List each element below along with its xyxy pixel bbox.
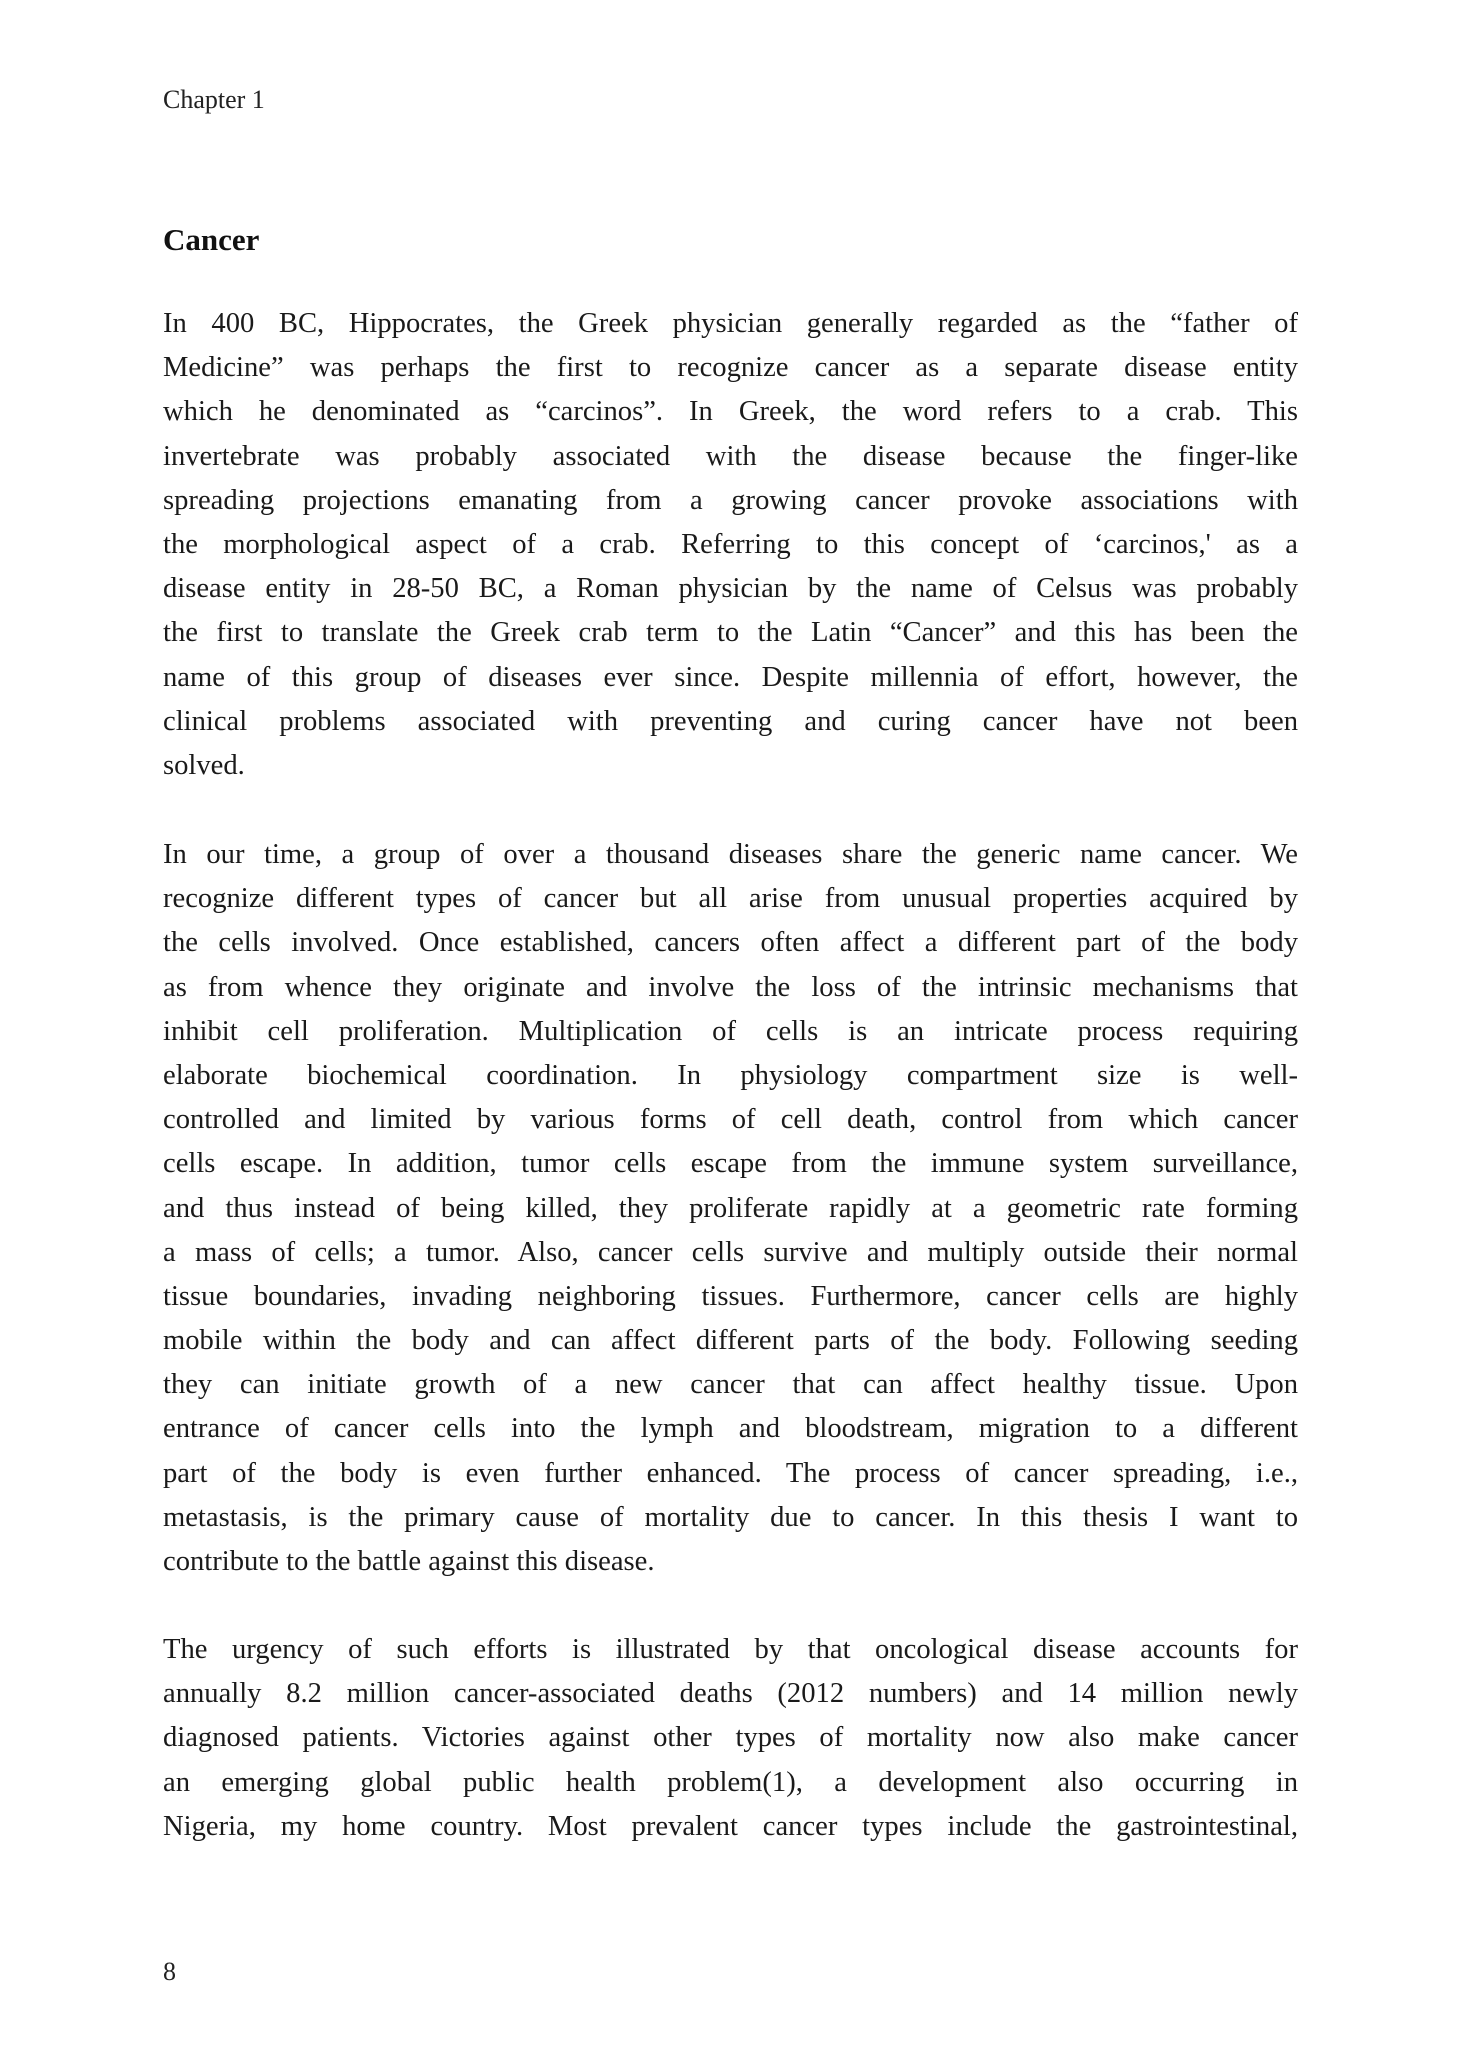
text-line-content: In our time, a group of over a thousand diseases share the generic name cancer. We <box>163 839 1298 870</box>
text-line <box>163 1098 1298 1142</box>
text-line-content: elaborate biochemical coordination. In physiology compartment size is well- <box>163 1059 1298 1091</box>
section-heading: Cancer <box>163 222 260 257</box>
text-line <box>163 1628 1298 1672</box>
text-line-content: part of the body is even further enhanced. The process of cancer spreading, i.e., <box>163 1457 1298 1489</box>
text-line-content: invertebrate was probably associated with the disease because the finger-like <box>163 440 1298 472</box>
text-line-content: diagnosed patients. Victories against other types of mortality now also make cancer <box>163 1722 1298 1754</box>
text-line-content: an emerging global public health problem(1), a development also occurring in <box>163 1766 1298 1798</box>
text-line <box>163 346 1298 390</box>
text-line <box>163 877 1298 921</box>
text-line-content: Medicine” was perhaps the first to recognize cancer as a separate disease entity <box>163 352 1298 384</box>
text-line-content: Nigeria, my home country. Most prevalent cancer types include the gastrointestinal, <box>163 1810 1298 1842</box>
text-line <box>163 1275 1298 1319</box>
text-line <box>163 1805 1298 1849</box>
page-number: 8 <box>163 1957 176 1986</box>
text-line-content: entrance of cancer cells into the lymph and bloodstream, migration to a different <box>163 1413 1298 1445</box>
text-line-content: The urgency of such efforts is illustrated by that oncological disease accounts for <box>163 1634 1298 1665</box>
text-line-content: inhibit cell proliferation. Multiplication of cells is an intricate process requiring <box>163 1015 1298 1047</box>
text-line <box>163 302 1298 346</box>
text-line-content: disease entity in 28-50 BC, a Roman physician by the name of Celsus was probably <box>163 573 1298 605</box>
text-line <box>163 656 1298 700</box>
text-line <box>163 567 1298 611</box>
text-line <box>163 1363 1298 1407</box>
text-line <box>163 611 1298 655</box>
text-line <box>163 1187 1298 1231</box>
text-line <box>163 1761 1298 1805</box>
paragraph <box>163 302 1298 788</box>
text-line <box>163 523 1298 567</box>
text-line <box>163 1054 1298 1098</box>
text-line <box>163 1452 1298 1496</box>
text-line-content: a mass of cells; a tumor. Also, cancer cells survive and multiply outside their normal <box>163 1236 1298 1268</box>
text-line <box>163 833 1298 877</box>
text-line <box>163 1231 1298 1275</box>
text-line <box>163 1540 1298 1584</box>
text-line-content: spreading projections emanating from a growing cancer provoke associations with <box>163 484 1298 516</box>
text-line-content: the first to translate the Greek crab term to the Latin “Cancer” and this has been the <box>163 617 1298 649</box>
text-line <box>163 1672 1298 1716</box>
text-line-content: as from whence they originate and involve the loss of the intrinsic mechanisms that <box>163 971 1298 1003</box>
text-line <box>163 921 1298 965</box>
text-line-content: controlled and limited by various forms of cell death, control from which cancer <box>163 1104 1298 1136</box>
text-line <box>163 390 1298 434</box>
text-line <box>163 479 1298 523</box>
text-line-content: recognize different types of cancer but all arise from unusual properties acquired by <box>163 883 1298 915</box>
text-line <box>163 966 1298 1010</box>
text-line-content: and thus instead of being killed, they proliferate rapidly at a geometric rate forming <box>163 1192 1298 1224</box>
text-line-content: they can initiate growth of a new cancer that can affect healthy tissue. Upon <box>163 1369 1298 1401</box>
text-line-content: solved. <box>163 749 245 781</box>
text-line <box>163 700 1298 744</box>
text-line <box>163 1496 1298 1540</box>
text-line <box>163 435 1298 479</box>
text-line-content: tissue boundaries, invading neighboring tissues. Furthermore, cancer cells are highly <box>163 1280 1298 1312</box>
text-line <box>163 1319 1298 1363</box>
text-line <box>163 1010 1298 1054</box>
text-line <box>163 1407 1298 1451</box>
text-line <box>163 1716 1298 1760</box>
text-line-content: clinical problems associated with preventing and curing cancer have not been <box>163 705 1298 737</box>
text-line-content: annually 8.2 million cancer-associated deaths (2012 numbers) and 14 million newly <box>163 1678 1298 1710</box>
text-line-content: cells escape. In addition, tumor cells escape from the immune system surveillance, <box>163 1148 1298 1180</box>
text-line <box>163 1142 1298 1186</box>
text-line-content: contribute to the battle against this disease. <box>163 1546 655 1577</box>
text-line-content: In 400 BC, Hippocrates, the Greek physician generally regarded as the “father of <box>163 308 1298 339</box>
text-line <box>163 744 1298 788</box>
running-header: Chapter 1 <box>163 85 265 114</box>
paragraph <box>163 833 1298 1584</box>
text-line-content: name of this group of diseases ever since. Despite millennia of effort, however, the <box>163 661 1298 693</box>
text-line-content: mobile within the body and can affect different parts of the body. Following seeding <box>163 1325 1298 1357</box>
text-line-content: the cells involved. Once established, cancers often affect a different part of the body <box>163 927 1298 959</box>
text-line-content: which he denominated as “carcinos”. In Greek, the word refers to a crab. This <box>163 396 1298 428</box>
text-line-content: metastasis, is the primary cause of mortality due to cancer. In this thesis I want to <box>163 1501 1298 1533</box>
text-line-content: the morphological aspect of a crab. Referring to this concept of ‘carcinos,' as a <box>163 528 1298 560</box>
paragraph <box>163 1628 1298 1849</box>
